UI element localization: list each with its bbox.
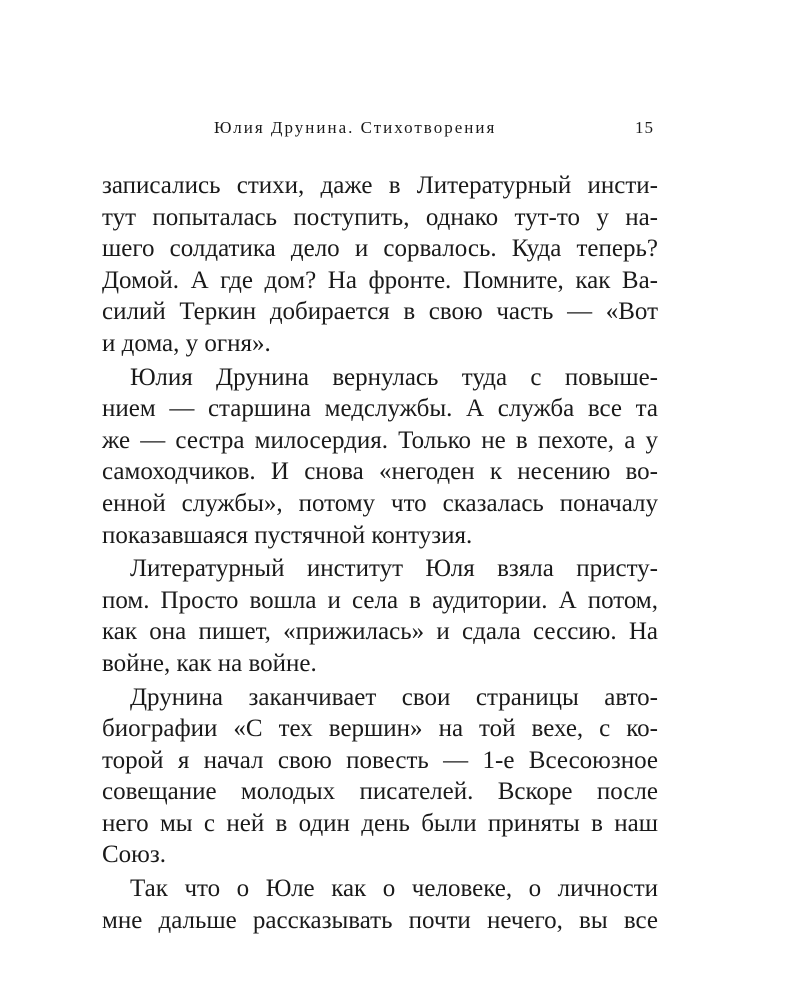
text-line: показавшаяся пустячной контузия.: [102, 521, 473, 549]
text-line: Друнина заканчивает свои страницы авто-: [130, 683, 658, 711]
text-line: нием — старшина медслужбы. А служба все та: [102, 395, 658, 423]
running-head: [214, 118, 654, 142]
text-line: совещание молодых писателей. Вскоре после: [102, 778, 658, 806]
text-line: торой я начал свою повесть — 1-е Всесоюзное: [102, 746, 658, 774]
text-line: пом. Просто вошла и села в аудитории. А потом,: [102, 586, 658, 614]
text-line: мне дальше рассказывать почти нечего, вы все: [102, 906, 658, 934]
text-line: тут попыталась поступить, однако тут-то у на-: [102, 203, 658, 231]
text-line: Союз.: [102, 841, 166, 869]
paragraph: [102, 873, 658, 936]
paragraph: [102, 170, 658, 360]
body-text: [102, 170, 658, 936]
text-line: войне, как на войне.: [102, 649, 317, 677]
text-line: Домой. А где дом? На фронте. Помните, как Ва-: [102, 266, 658, 294]
text-line: Юлия Друнина вернулась туда с повыше-: [130, 363, 658, 391]
paragraph: [102, 362, 658, 552]
text-line: него мы с ней в один день были приняты в наш: [102, 809, 658, 837]
text-line: же — сестра милосердия. Только не в пехоте, а у: [102, 426, 658, 454]
text-line: шего солдатика дело и сорвалось. Куда теперь?: [102, 235, 658, 263]
paragraph: [102, 553, 658, 679]
paragraph: [102, 682, 658, 872]
text-line: биографии «С тех вершин» на той вехе, с ко-: [102, 715, 658, 743]
text-line: Литературный институт Юля взяла присту-: [130, 555, 658, 583]
text-line: енной службы», потому что сказалась поначалу: [102, 489, 658, 517]
text-line: как она пишет, «прижилась» и сдала сессию. На: [102, 618, 658, 646]
text-line: Так что о Юле как о человеке, о личности: [130, 875, 658, 903]
text-line: самоходчиков. И снова «негоден к несению во-: [102, 458, 658, 486]
text-line: силий Теркин добирается в свою часть — «Вот: [102, 298, 658, 326]
running-title: Юлия Друнина. Стихотворения: [214, 118, 497, 137]
text-line: и дома, у огня».: [102, 329, 271, 357]
text-line: записались стихи, даже в Литературный инсти-: [102, 172, 658, 199]
page-number: 15: [635, 118, 654, 137]
